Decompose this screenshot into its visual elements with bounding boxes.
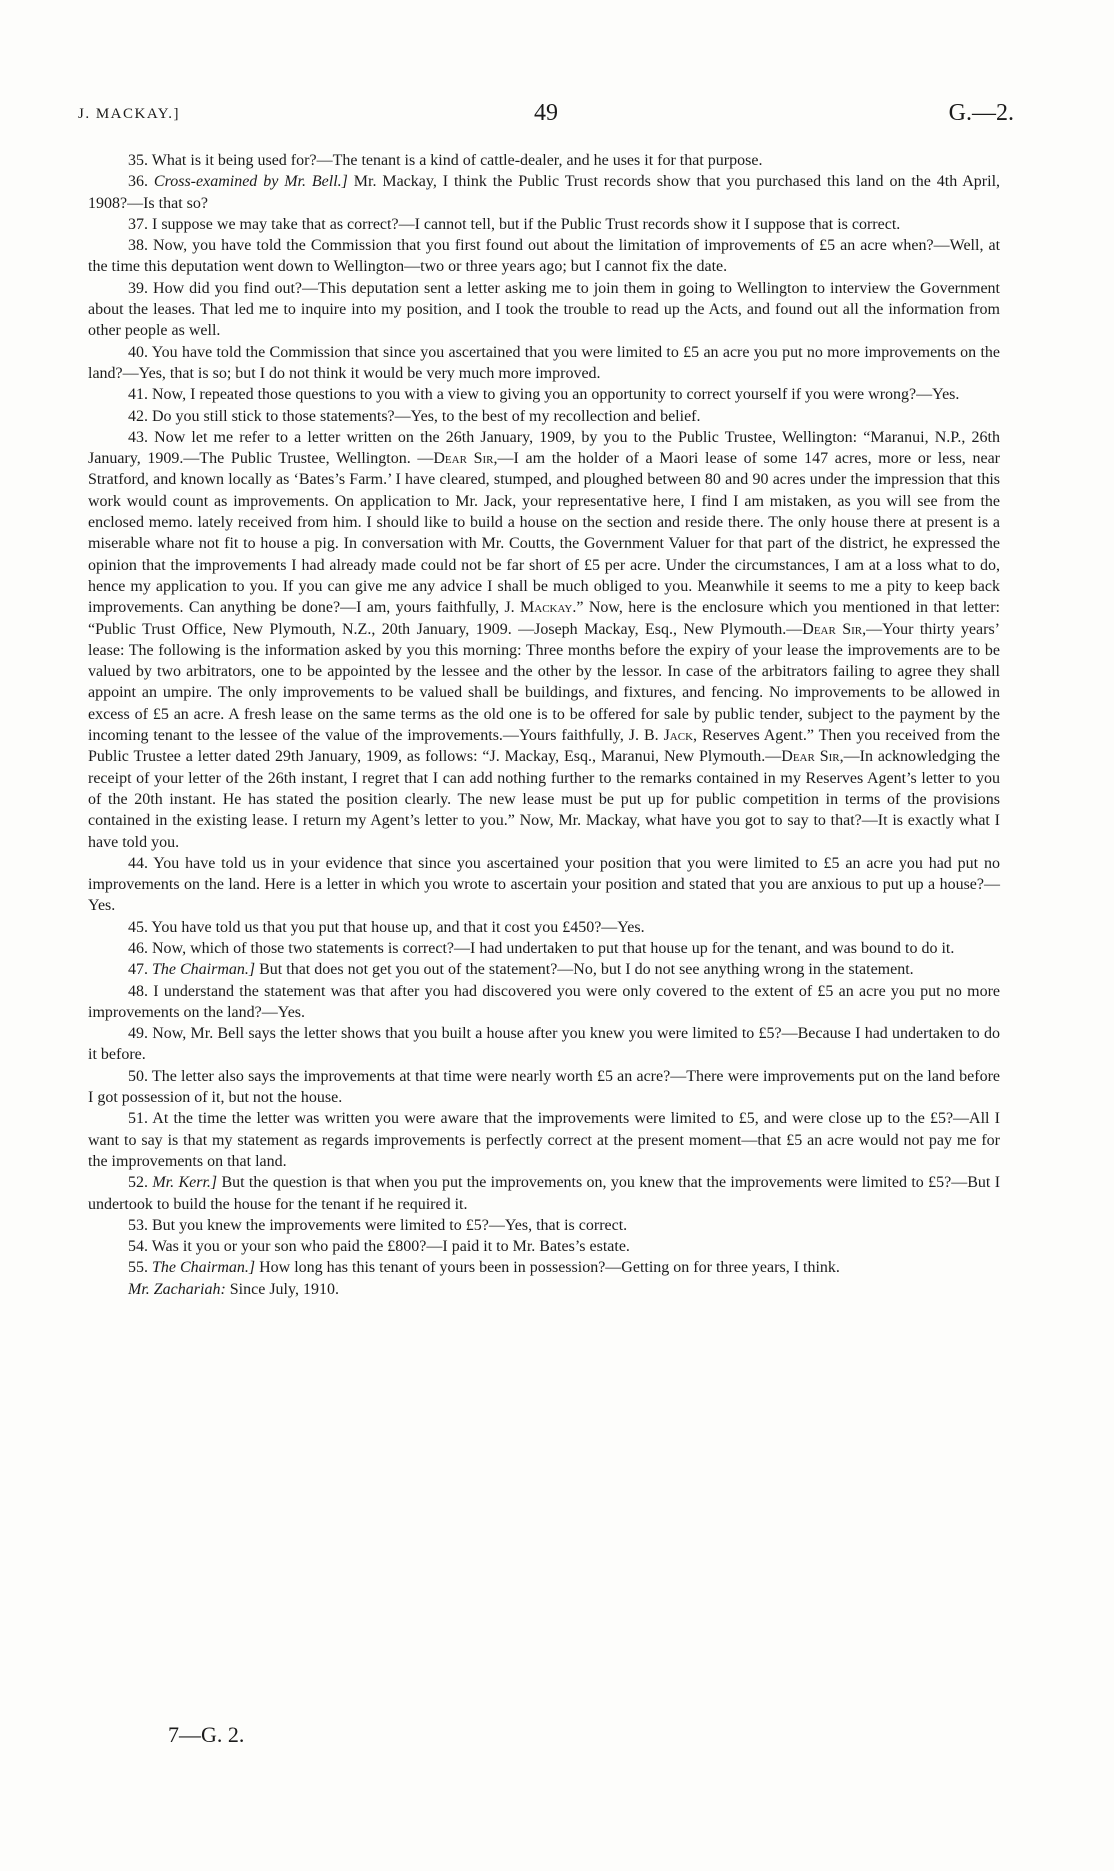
paragraph-40: 40. You have told the Commission that since you ascertained that you were limited to £5 an acre you put no more improvements on the land?—Yes, that is so; but I do not think it would be very much more improved. [88, 343, 1001, 382]
paragraph-44: 44. You have told us in your evidence that since you ascertained your position that you were limited to £5 an acre you had put no improvements on the land. Here is a letter in which you wrote to ascertain your position and stated that you are anxious to put up a house?—Yes. [88, 854, 1000, 915]
paragraph-39: 39. How did you find out?—This deputation sent a letter asking me to join them in going to Wellington to interview the Government about the leases. That led me to inquire into my position, and I took the trouble to read up the Acts, and found out all the information from other people as well. [88, 279, 1001, 340]
paragraph-35: 35. What is it being used for?—The tenant is a kind of cattle-dealer, and he uses it for that purpose. [128, 152, 763, 169]
document-code: G.—2. [948, 100, 1014, 126]
speaker-label: Mr. Zachariah: [128, 1280, 226, 1298]
running-head-witness: J. MACKAY.] [78, 106, 180, 122]
paragraph-47: 47. The Chairman.] But that does not get you out of the statement?—No, but I do not see anything wrong in the statement. [128, 961, 914, 979]
paragraph-52: 52. Mr. Kerr.] But the question is that when you put the improvements on, you knew that the improvements were limited to £5?—But I undertook to build the house for the tenant if he required it. [88, 1174, 1001, 1213]
speaker-label: The Chairman.] [152, 961, 256, 979]
paragraph-37: 37. I suppose we may take that as correct?—I cannot tell, but if the Public Trust records show it I suppose that is correct. [128, 215, 901, 233]
paragraph-45: 45. You have told us that you put that house up, and that it cost you £450?—Yes. [128, 918, 645, 936]
paragraph-38: 38. Now, you have told the Commission that you first found out about the limitation of improvements of £5 an acre when?—Well, at the time this deputation went down to Wellington—two or three years ago; but I cannot fix the date. [88, 237, 1001, 276]
paragraph-43: 43. Now let me refer to a letter written on the 26th January, 1909, by you to the Public Trustee, Wellington: “Maranui, N.P., 26th January, 1909.—The Public Trustee, Wellington. —Dear Sir,—I am the holder of a Maori lease of some 147 acres, more or less, near Stratford, and known locally as ‘Bates’s Farm.’ I have cleared, stumped, and ploughed between 80 and 90 acres under the impression that this work would count as improvements. On application to Mr. Jack, your representative here, I find I am mistaken, as you will see from the enclosed memo. lately received from him. I should like to build a house on the section and reside there. The only house there at present is a miserable whare not fit to house a pig. In conversation with Mr. Coutts, the Government Valuer for that part of the district, he expressed the opinion that the improvements I had already made could not be far short of £5 per acre. Under the circumstances, I am at a loss what to do, hence my application to you. If you can give me any advice I shall be much obliged to you. Meanwhile it seems to me a pity to keep back improvements. Can anything be done?—I am, yours faithfully, J. Mackay.” Now, here is the enclosure which you mentioned in that letter: “Public Trust Office, New Plymouth, N.Z., 20th January, 1909. —Joseph Mackay, Esq., New Plymouth.—Dear Sir,—Your thirty years’ lease: The following is the information asked by you this morning: Three months before the expiry of your lease the improvements are to be valued by two arbitrators, one to be appointed by the lessee and the other by the lessor. In case of the arbitrators failing to agree they shall appoint an umpire. The only improvements to be valued shall be buildings, and fixtures, and fencing. No improvements to be allowed in excess of £5 an acre. A fresh lease on the same terms as the old one is to be offered for sale by public tender, subject to the payment by the incoming tenant to the lessee of the value of the improvements.—Yours faithfully, J. B. Jack, Reserves Agent.” Then you received from the Public Trustee a letter dated 29th January, 1909, as follows: “J. Mackay, Esq., Maranui, New Plymouth.—Dear Sir,—In acknowledging the receipt of your letter of the 26th instant, I regret that I can add nothing further to the remarks contained in my Reserves Agent’s letter to you of the 20th instant. He has stated the position clearly. The new lease must be put up for public competition in terms of the provisions contained in the existing lease. I return my Agent’s letter to you.” Now, Mr. Mackay, what have you got to say to that?—It is exactly what I have told you. [88, 428, 1001, 851]
testimony-body [88, 150, 1000, 1300]
paragraph-54: 54. Was it you or your son who paid the £800?—I paid it to Mr. Bates’s estate. [128, 1238, 630, 1256]
paragraph-55: 55. The Chairman.] How long has this tenant of yours been in possession?—Getting on for three years, I think. [128, 1259, 840, 1277]
paragraph-36: 36. Cross-examined by Mr. Bell.] Mr. Mackay, I think the Public Trust records show that you purchased this land on the 4th April, 1908?—Is that so? [88, 173, 1001, 212]
speaker-label: The Chairman.] [152, 1259, 256, 1277]
page-number: 49 [534, 100, 558, 126]
paragraph-49: 49. Now, Mr. Bell says the letter shows that you built a house after you knew you were limited to £5?—Because I had undertaken to do it before. [88, 1025, 1000, 1064]
printer-signature: 7—G. 2. [168, 1722, 245, 1747]
speaker-label: Mr. Kerr.] [152, 1174, 218, 1192]
paragraph-53: 53. But you knew the improvements were limited to £5?—Yes, that is correct. [128, 1216, 628, 1234]
paragraph-50: 50. The letter also says the improvements at that time were nearly worth £5 an acre?—There were improvements put on the land before I got possession of it, but not the house. [88, 1067, 1000, 1107]
paragraph-46: 46. Now, which of those two statements is correct?—I had undertaken to put that house up for the tenant, and was bound to do it. [128, 939, 955, 957]
page-header [78, 100, 1014, 134]
closing-remark: Mr. Zachariah: Since July, 1910. [128, 1280, 339, 1298]
paragraph-41: 41. Now, I repeated those questions to you with a view to giving you an opportunity to correct yourself if you were wrong?—Yes. [128, 386, 960, 404]
speaker-label: Cross-examined by Mr. Bell.] [153, 173, 348, 191]
paragraph-51: 51. At the time the letter was written you were aware that the improvements were limited to £5, and were close up to the £5?—All I want to say is that my statement as regards improvements is perfectly correct at the present moment—that £5 an acre would not pay me for the improvements on that land. [88, 1110, 1000, 1170]
paragraph-42: 42. Do you still stick to those statements?—Yes, to the best of my recollection and belief. [128, 407, 701, 425]
paragraph-48: 48. I understand the statement was that after you had discovered you were only covered to the extent of £5 an acre you put no more improvements on the land?—Yes. [88, 982, 1001, 1021]
